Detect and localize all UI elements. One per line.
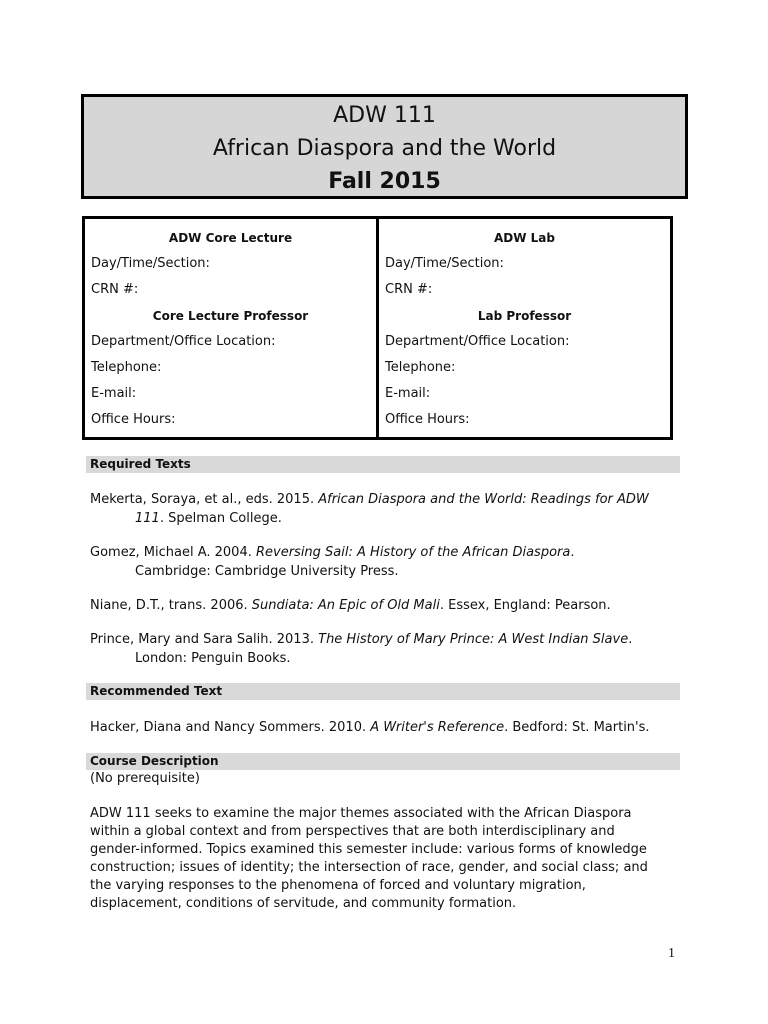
- course-description-heading: Course Description: [86, 753, 680, 770]
- course-term: Fall 2015: [328, 169, 441, 194]
- required-texts-heading: Required Texts: [86, 456, 680, 473]
- core-email: E-mail:: [91, 386, 137, 401]
- reference-item: Hacker, Diana and Nancy Sommers. 2010. A Writer's Reference. Bedford: St. Martin's.: [90, 720, 650, 735]
- reference-item: Niane, D.T., trans. 2006. Sundiata: An Epic of Old Mali. Essex, England: Pearson.: [90, 598, 611, 613]
- course-title-box: [81, 94, 688, 199]
- reference-item: Prince, Mary and Sara Salih. 2013. The History of Mary Prince: A West Indian Slave. London: Penguin Books.: [90, 632, 633, 666]
- course-code: ADW 111: [333, 103, 436, 128]
- core-lecture-heading: ADW Core Lecture: [168, 231, 293, 245]
- lab-crn: CRN #:: [385, 282, 433, 297]
- core-crn: CRN #:: [91, 282, 139, 297]
- lab-column: [376, 219, 670, 437]
- lab-day-time: Day/Time/Section:: [385, 256, 504, 271]
- lab-telephone: Telephone:: [385, 360, 456, 375]
- prerequisite-note: (No prerequisite): [90, 771, 200, 786]
- core-lecture-column: [85, 219, 376, 437]
- core-day-time: Day/Time/Section:: [91, 256, 210, 271]
- core-office-hours: Office Hours:: [91, 412, 176, 427]
- recommended-text-heading: Recommended Text: [86, 683, 680, 700]
- lab-professor-heading: Lab Professor: [477, 309, 572, 323]
- core-telephone: Telephone:: [91, 360, 162, 375]
- lab-heading: ADW Lab: [494, 231, 555, 245]
- core-department: Department/Office Location:: [91, 334, 276, 349]
- reference-item: Mekerta, Soraya, et al., eds. 2015. African Diaspora and the World: Readings for ADW 111. Spelman College.: [90, 492, 649, 526]
- course-info-table: [82, 216, 673, 440]
- lab-email: E-mail:: [385, 386, 431, 401]
- reference-item: Gomez, Michael A. 2004. Reversing Sail: A History of the African Diaspora. Cambridge: Cambridge University Press.: [90, 545, 575, 579]
- core-professor-heading: Core Lecture Professor: [152, 309, 309, 323]
- course-title: African Diaspora and the World: [212, 136, 557, 161]
- page-number: 1: [668, 946, 675, 961]
- lab-office-hours: Office Hours:: [385, 412, 470, 427]
- course-description-body: ADW 111 seeks to examine the major themes associated with the African Diaspora within a global context and from perspectives that are both interdisciplinary and gender-informed. Topics examined this semester include: various forms of knowledge construction; issues of identity; the intersection of race, gender, and social class; and the varying responses to the phenomena of forced and voluntary migration, displacement, conditions of servitude, and community formation.: [90, 806, 648, 911]
- lab-department: Department/Office Location:: [385, 334, 570, 349]
